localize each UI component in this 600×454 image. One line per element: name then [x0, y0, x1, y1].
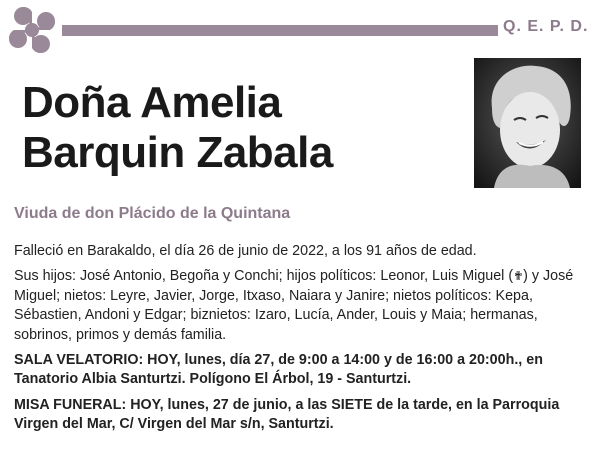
cross-icon: ✟ [513, 269, 524, 284]
qepd-label: Q. E. P. D. [503, 18, 589, 35]
lauburu-icon [6, 4, 58, 56]
death-paragraph: Falleció en Barakaldo, el día 26 de junio de 2022, a los 91 años de edad. [14, 243, 477, 259]
funeral-paragraph: MISA FUNERAL: HOY, lunes, 27 de junio, a las SIETE de la tarde, en la Parroquia Virgen del Mar, C/ Virgen del Mar s/n, Santurtzi. [14, 396, 560, 433]
family-paragraph [14, 267, 588, 345]
velatorio-paragraph: SALA VELATORIO: HOY, lunes, día 27, de 9:00 a 14:00 y de 16:00 a 20:00h., en Tanatorio Albia Santurtzi. Polígono El Árbol, 19 - Santurtzi. [14, 352, 543, 388]
obituary-body [14, 242, 588, 441]
subtitle: Viuda de don Plácido de la Quintana [14, 205, 291, 222]
portrait-photo [474, 58, 581, 188]
family-text-1: Sus hijos: José Antonio, Begoña y Conchi; hijos políticos: Leonor, Luis Miguel ( [14, 268, 514, 285]
deceased-name [22, 78, 333, 178]
family-text-2: ) y José Miguel; nietos: Leyre, Javier, Jorge, Itxaso, Naiara y Janire; nietos políticos: Kepa, Sébastien, Andoni y Edgar; biznietos: Izaro, Lucía, Ander, Louis y Maia; hermanas, sobrinos, primos y demás familia. [14, 268, 574, 343]
header-bar [62, 25, 498, 36]
name-line-2: Barquin Zabala [22, 128, 333, 177]
name-line-1: Doña Amelia [22, 78, 282, 127]
